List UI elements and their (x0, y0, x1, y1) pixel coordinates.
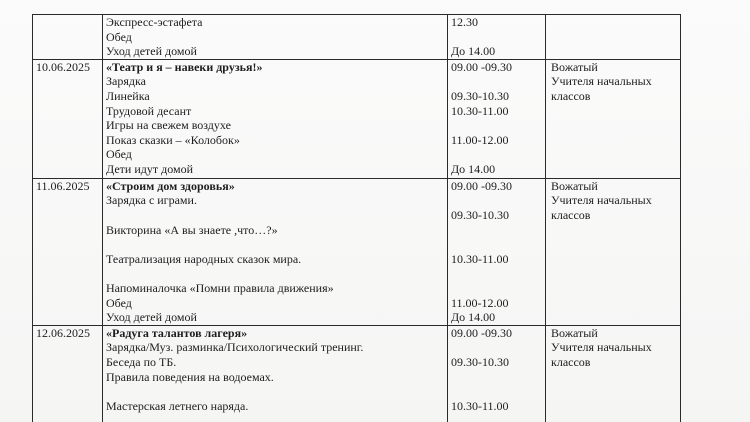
responsible-line: классов (551, 354, 591, 369)
activity-line: Беседа по ТБ. (106, 354, 177, 369)
activity-line: Линейка (106, 88, 150, 103)
time-line: 11.00-12.00 (451, 295, 509, 310)
time-cell (448, 59, 546, 178)
time-line: 09.00 -09.30 (451, 178, 512, 193)
activity-line: Уход детей домой (106, 310, 197, 325)
responsible-cell (546, 325, 681, 422)
table-row (33, 178, 681, 325)
responsible-line: Учителя начальных (551, 74, 652, 89)
activity-line: Обед (106, 147, 132, 162)
activity-cell (103, 178, 448, 325)
activity-line: Обед (106, 295, 132, 310)
time-line: 10.30-11.00 (451, 398, 509, 413)
activity-line: Дети идут домой (106, 161, 193, 176)
time-line: 09.30-10.30 (451, 207, 509, 222)
responsible-line: Учителя начальных (551, 193, 652, 208)
table-row (33, 59, 681, 178)
responsible-line: классов (551, 88, 591, 103)
activity-line: Напоминалочка «Помни правила движения» (106, 280, 334, 295)
time-line: 10.30-11.00 (451, 251, 509, 266)
date-cell: 10.06.2025 (33, 59, 103, 178)
activity-line: Игры на свежем воздухе (106, 118, 231, 133)
time-cell (448, 15, 546, 60)
activity-cell (103, 59, 448, 178)
activity-line: Зарядка (106, 74, 146, 89)
activity-line: Зарядка/Муз. разминка/Психологический тренинг. (106, 340, 364, 355)
date-cell: 11.06.2025 (33, 178, 103, 325)
time-line: 09.30-10.30 (451, 88, 509, 103)
time-line: До 14.00 (451, 310, 496, 325)
time-line: 10.30-11.00 (451, 103, 509, 118)
activity-line: Правила поведения на водоемах. (106, 369, 274, 384)
activity-line: Викторина «А вы знаете ,что…?» (106, 222, 278, 237)
activity-line: Мастерская летнего наряда. (106, 398, 249, 413)
activity-line: Трудовой десант (106, 103, 192, 118)
time-line: 11.00-12.00 (451, 132, 509, 147)
time-line: 09.30-10.30 (451, 354, 509, 369)
responsible-line: Учителя начальных (551, 340, 652, 355)
responsible-line: Вожатый (551, 178, 598, 193)
activity-line: Уход детей домой (106, 44, 197, 59)
responsible-line: Вожатый (551, 325, 598, 340)
time-line: 09.00 -09.30 (451, 59, 512, 74)
table-row (33, 325, 681, 422)
responsible-line: классов (551, 207, 591, 222)
day-theme: «Радуга талантов лагеря» (106, 325, 248, 340)
activity-line: Театрализация народных сказок мира. (106, 251, 302, 266)
activity-line: Обед (106, 29, 132, 44)
time-cell (448, 178, 546, 325)
time-line: 12.30 (451, 15, 478, 29)
time-line: 09.00 -09.30 (451, 325, 512, 340)
responsible-cell (546, 178, 681, 325)
time-line: До 14.00 (451, 161, 496, 176)
activity-cell (103, 15, 448, 60)
time-cell (448, 325, 546, 422)
day-theme: «Строим дом здоровья» (106, 178, 235, 193)
activity-line: Зарядка с играми. (106, 193, 197, 208)
date-cell (33, 15, 103, 60)
responsible-cell (546, 59, 681, 178)
schedule-table (32, 14, 681, 422)
date-cell: 12.06.2025 (33, 325, 103, 422)
activity-line: Показ сказки – «Колобок» (106, 132, 240, 147)
activity-line: Экспресс-эстафета (106, 15, 203, 29)
activity-cell (103, 325, 448, 422)
day-theme: «Театр и я – навеки друзья!» (106, 59, 263, 74)
responsible-cell (546, 15, 681, 60)
responsible-line: Вожатый (551, 59, 598, 74)
table-row (33, 15, 681, 60)
time-line: До 14.00 (451, 44, 496, 59)
